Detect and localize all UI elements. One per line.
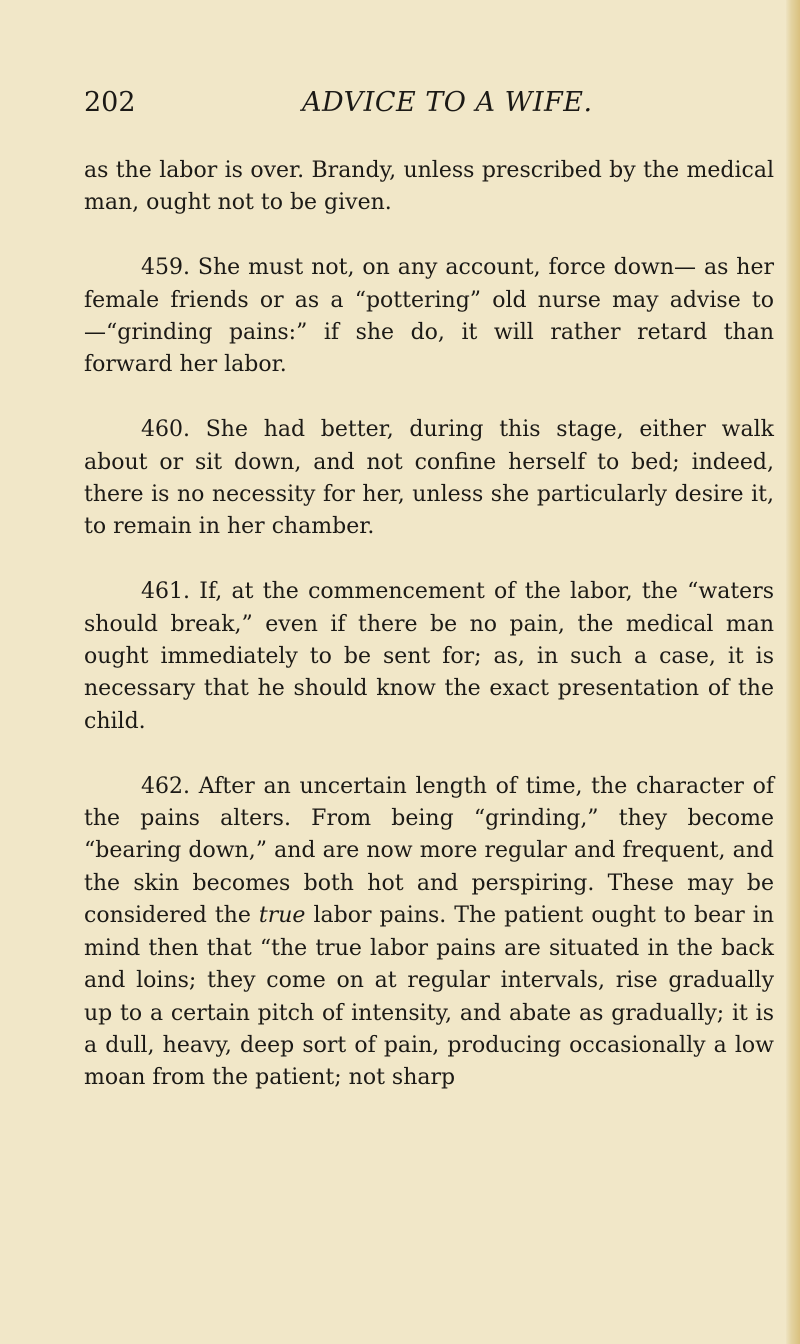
paragraph-460: 460. She had better, during this stage, either walk about or sit down, and not confine herself to bed; indeed, there is no necessity for her, unless she particularly desire it, to remain in her chamber. [84, 417, 774, 540]
paragraph-continuation: as the labor is over. Brandy, unless prescribed by the medical man, ought not to be given. [84, 158, 774, 216]
paragraph-462-emphasis: true [258, 903, 306, 929]
paragraph-462 [84, 771, 774, 1095]
page-edge [786, 0, 800, 1344]
paragraph-461: 461. If, at the commencement of the labor, the “waters should break,” even if there be no pain, the medical man ought immediately to be sent for; as, in such a case, it is necessary that he should know the exact presentation of the child. [84, 579, 774, 734]
paragraph-462-text-start: 462. After an uncertain length of time, the character of the pains alters. From being “grinding,” they become “bearing down,” and are now more regular and frequent, and the skin becomes both hot and perspiring. These may be considered the [84, 773, 774, 929]
page-header [84, 88, 774, 118]
running-title: ADVICE TO A WIFE. [302, 87, 593, 118]
body-text [84, 155, 774, 1095]
paragraph-459: 459. She must not, on any account, force down— as her female friends or as a “pottering” old nurse may advise to—“grinding pains:” if she do, it will rather retard than forward her labor. [84, 255, 774, 378]
paragraph-462-text-end: labor pains. The patient ought to bear in mind then that “the true labor pains are situated in the back and loins; they come on at regular intervals, rise gradually up to a certain pitch of intensity, and abate as gradually; it is a dull, heavy, deep sort of pain, producing occasionally a low moan from the patient; not sharp [84, 903, 774, 1091]
page-number: 202 [84, 87, 136, 118]
